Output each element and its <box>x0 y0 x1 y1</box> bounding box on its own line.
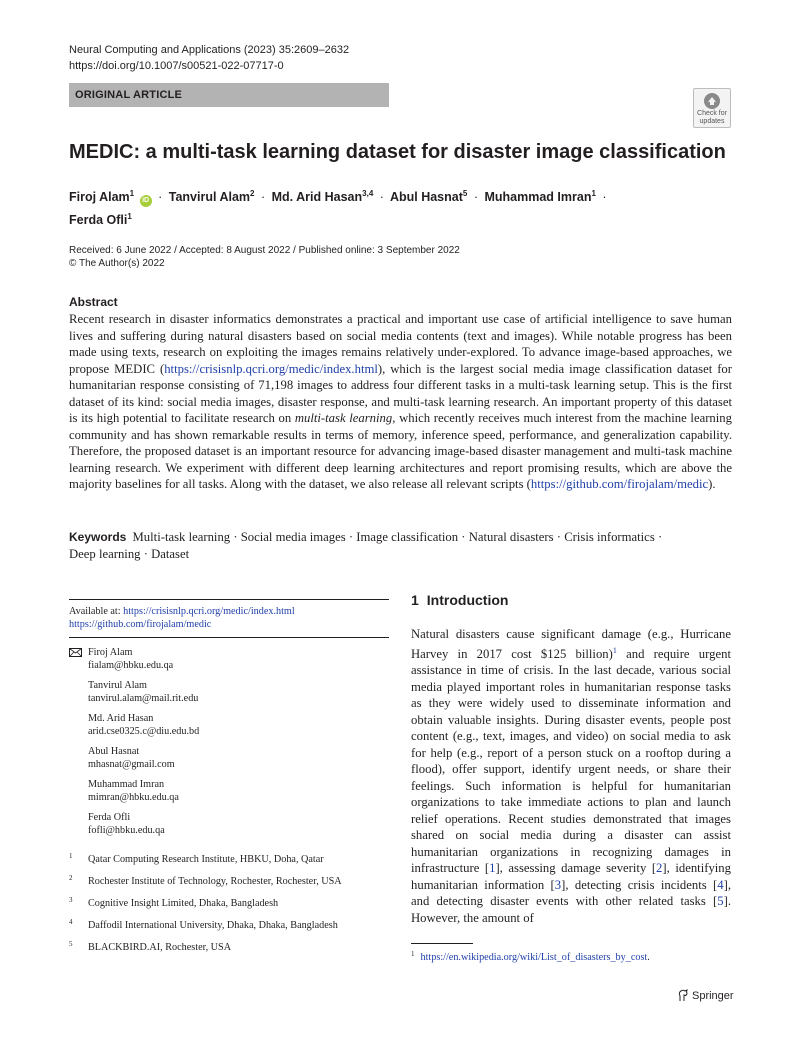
check-updates-line2: updates <box>699 118 725 125</box>
keyword: Crisis informatics <box>564 530 655 544</box>
section-title: Introduction <box>426 592 509 608</box>
availability-label: Available at: <box>69 606 124 617</box>
journal-citation: Neural Computing and Applications (2023) 35:2609–2632 <box>69 44 350 56</box>
springer-horse-icon <box>677 989 689 1002</box>
section-number: 1 <box>411 592 419 608</box>
contact-email[interactable]: arid.cse0325.c@diu.edu.bd <box>88 726 200 737</box>
keyword: Social media images <box>240 530 346 544</box>
publisher-logo <box>677 989 734 1002</box>
author-affil-sup: 1 <box>129 189 135 198</box>
keyword: Deep learning <box>69 546 141 561</box>
affiliation-entry <box>69 897 389 910</box>
section-heading <box>411 592 508 608</box>
github-url-link[interactable]: https://github.com/firojalam/medic <box>69 619 212 630</box>
footnote-link[interactable]: https://en.wikipedia.org/wiki/List_of_disasters_by_cost <box>420 952 648 963</box>
check-updates-line1: Check for <box>697 110 727 117</box>
citation-link[interactable]: 3 <box>554 877 562 892</box>
author-name: Abul Hasnat <box>389 190 463 204</box>
abstract-text: , which recently receives much interest from the machine learning community and has shown remarkable results in terms of memory, inference speed, performance, and generalization capability. Therefore, the proposed dataset is an important resource for advancing image-based disaster management and multi-task machine learning research. We experiment with different deep learning architectures and report promising results, which are above the majority baselines for all tasks. Along with the dataset, we also release all relevant scripts ( <box>69 411 732 491</box>
contact-name: Abul Hasnat <box>88 746 140 757</box>
contact-email[interactable]: tanvirul.alam@mail.rit.edu <box>88 693 199 704</box>
dates-line: Received: 6 June 2022 / Accepted: 8 August 2022 / Published online: 3 September 2022 <box>69 245 460 256</box>
footnote <box>411 948 731 964</box>
orcid-icon[interactable]: iD <box>140 195 152 207</box>
contact-name: Firoj Alam <box>88 647 133 658</box>
publisher-name: Springer <box>692 989 734 1002</box>
abstract-heading: Abstract <box>69 295 118 309</box>
intro-text: ], identifying humanitarian information [ <box>411 861 731 892</box>
contact-email[interactable]: mimran@hbku.edu.qa <box>88 792 179 803</box>
abstract-text: ). <box>708 477 716 491</box>
citation-link[interactable]: 2 <box>656 861 663 875</box>
affiliation-text: BLACKBIRD.AI, Rochester, USA <box>88 942 232 953</box>
author-affil-sup: 5 <box>462 189 468 198</box>
author-name: Tanvirul Alam <box>168 190 251 204</box>
divider-line <box>69 637 389 638</box>
keyword: Dataset <box>151 546 190 561</box>
separator-dot: · <box>473 190 478 204</box>
contact-entry <box>69 778 389 804</box>
contact-email[interactable]: fofli@hbku.edu.qa <box>88 825 165 836</box>
citation-link[interactable]: 5 <box>717 894 724 908</box>
medic-url-link[interactable]: https://crisisnlp.qcri.org/medic/index.html <box>164 361 378 376</box>
divider-line <box>69 599 389 600</box>
author-name: Firoj Alam <box>69 190 130 204</box>
author-name: Ferda Ofli <box>69 213 128 227</box>
check-updates-icon <box>703 92 721 110</box>
affiliation-entry <box>69 941 389 954</box>
contact-entry <box>69 745 389 771</box>
affiliation-text: Daffodil International University, Dhaka, Dhaka, Bangladesh <box>88 920 338 931</box>
article-type-banner: ORIGINAL ARTICLE <box>69 83 389 107</box>
contact-name: Muhammad Imran <box>88 779 165 790</box>
contact-entry <box>69 679 389 705</box>
intro-text: and require urgent assistance in time of crisis. In the last decade, various social media played important roles in humanitarian response tasks as they were widely used to disseminate information and obtain valuable insights. During disaster events, people post content (e.g., text, images, and video) on social media to ask for help (e.g., report of a person stuck on a rooftop during a flood), offer support, identify urgent needs, or share their feelings. Such information is helpful for humanitarian organizations to take immediate actions to plan and launch relief operations. Recent studies demonstrated that images shared on social media during a disaster can assist humanitarian organizations in recognizing damages in infrastructure [ <box>411 646 731 875</box>
abstract-text: ), which is the largest social media image classification dataset for humanitarian response consisting of 71,198 images to address four different tasks in a multi-task learning setup. This is the first dataset of its kind: social media images, disaster response, and multi-task learning research. An important property of this dataset is its high potential to facilitate research on <box>69 361 732 425</box>
contact-email[interactable]: mhasnat@gmail.com <box>88 759 175 770</box>
contact-entry <box>69 646 389 672</box>
affiliation-number: 1 <box>69 852 73 860</box>
check-for-updates-badge[interactable] <box>693 88 731 128</box>
intro-text: ], assessing damage severity [ <box>495 861 657 875</box>
availability-note <box>69 605 389 631</box>
keywords-block: Keywords Multi-task learning · Social media images · Image classification · Natural disasters · Crisis informatics · Deep learning · Dataset <box>69 530 663 561</box>
author-affil-sup: 2 <box>250 189 255 198</box>
mail-icon <box>69 648 82 657</box>
publication-dates <box>69 244 460 270</box>
contact-name: Md. Arid Hasan <box>88 713 154 724</box>
affiliation-entry <box>69 853 389 866</box>
intro-text: ], detecting crisis incidents [ <box>561 877 718 892</box>
affiliation-entry <box>69 875 389 888</box>
intro-paragraph <box>411 626 731 926</box>
intro-text: ], and detecting disaster events with other related tasks [ <box>411 877 731 908</box>
contact-name: Tanvirul Alam <box>88 680 147 691</box>
journal-header <box>69 42 349 74</box>
footnote-period: . <box>647 952 650 963</box>
paper-title: MEDIC: a multi-task learning dataset for disaster image classification <box>69 141 726 163</box>
intro-text: Natural disasters cause significant damage (e.g., Hurricane Harvey in 2017 cost $125 billion) <box>411 627 731 661</box>
keywords-label: Keywords <box>69 530 127 544</box>
doi-link[interactable]: https://doi.org/10.1007/s00521-022-07717-0 <box>69 60 284 72</box>
abstract-body <box>69 311 732 493</box>
separator-dot: · <box>260 190 266 204</box>
medic-url-link[interactable]: https://crisisnlp.qcri.org/medic/index.html <box>123 606 295 617</box>
affiliation-entry <box>69 919 389 932</box>
affiliation-text: Cognitive Insight Limited, Dhaka, Bangladesh <box>88 898 279 909</box>
contact-name: Ferda Ofli <box>88 812 131 823</box>
separator-dot: · <box>158 190 163 204</box>
contact-email[interactable]: fialam@hbku.edu.qa <box>88 660 174 671</box>
affiliation-number: 5 <box>69 940 73 948</box>
github-url-link[interactable]: https://github.com/firojalam/medic <box>530 477 709 491</box>
author-affil-sup: 1 <box>591 189 596 198</box>
keyword: Image classification <box>356 530 459 544</box>
intro-text: ]. However, the amount of <box>411 894 731 925</box>
keyword: Multi-task learning <box>132 530 231 544</box>
affiliation-text: Rochester Institute of Technology, Rochester, Rochester, USA <box>88 876 342 887</box>
footnote-divider <box>411 943 473 944</box>
copyright-line: © The Author(s) 2022 <box>69 258 165 269</box>
footnote-number: 1 <box>411 950 415 958</box>
author-affil-sup: 1 <box>127 212 132 221</box>
author-name: Muhammad Imran <box>484 190 592 204</box>
footnote-ref[interactable]: 1 <box>612 645 617 655</box>
separator-dot: · <box>379 190 384 204</box>
abstract-text: Recent research in disaster informatics demonstrates a practical and important use case of artificial intelligence to save human lives and suffering during natural disasters based on social media contents (text and images). While notable progress has been made using texts, research on exploiting the images remains relatively under-explored. To advance image-based approaches, we propose MEDIC ( <box>69 312 732 376</box>
author-affil-sup: 3,4 <box>362 189 374 198</box>
affiliation-text: Qatar Computing Research Institute, HBKU, Doha, Qatar <box>88 854 324 865</box>
abstract-italic: multi-task learning <box>294 411 393 425</box>
contact-list <box>69 646 389 844</box>
citation-link[interactable]: 1 <box>489 861 496 875</box>
affiliation-list <box>69 853 389 963</box>
author-name: Md. Arid Hasan <box>271 190 363 204</box>
keyword: Natural disasters <box>468 530 554 544</box>
citation-link[interactable]: 4 <box>717 877 724 892</box>
contact-entry <box>69 811 389 837</box>
separator-dot: · <box>602 190 607 204</box>
author-list <box>69 184 749 230</box>
affiliation-number: 4 <box>69 918 73 926</box>
affiliation-number: 2 <box>69 874 73 882</box>
affiliation-number: 3 <box>69 896 73 904</box>
contact-entry <box>69 712 389 738</box>
